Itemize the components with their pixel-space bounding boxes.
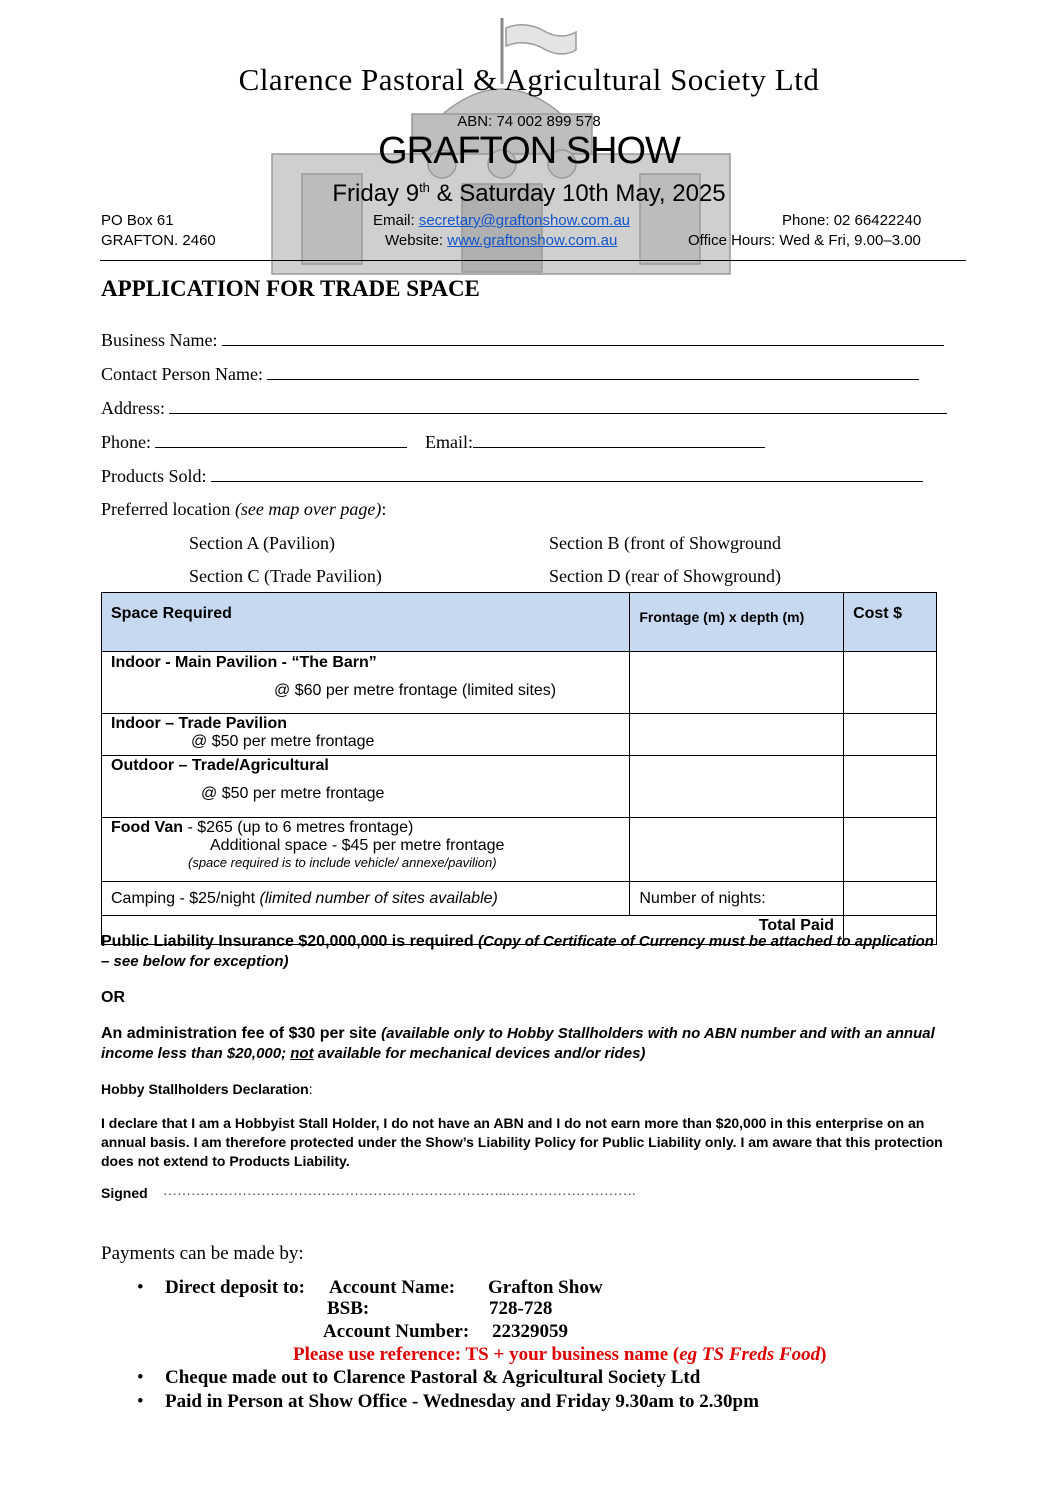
preferred-location (101, 499, 386, 520)
outdoor-cost-input[interactable] (844, 756, 937, 818)
outdoor-cell (102, 756, 630, 818)
trade-rate: @ $50 per metre frontage (191, 733, 375, 750)
office-hours: Office Hours: Wed & Fri, 9.00–3.00 (688, 232, 921, 249)
admin-fee-not: not (290, 1045, 314, 1062)
abn: ABN: 74 002 899 578 (457, 113, 601, 130)
admin-fee-italic-2: available for mechanical devices and/or rides) (313, 1045, 646, 1062)
barn-title: Indoor - Main Pavilion - “The Barn” (111, 654, 377, 671)
account-name-label: Account Name: (329, 1277, 456, 1298)
admin-fee (101, 1024, 961, 1064)
address-label: Address: (101, 398, 165, 418)
table-header-row (102, 593, 937, 652)
products-field (101, 466, 923, 487)
contact-person-field (101, 364, 919, 385)
account-name-value: Grafton Show (488, 1277, 603, 1298)
insurance-bold: Public Liability Insurance $20,000,000 is required (101, 933, 479, 950)
business-name-input[interactable] (222, 331, 944, 346)
phone-input[interactable] (155, 433, 407, 448)
bullet: • (137, 1391, 144, 1412)
payment-reference (293, 1344, 827, 1366)
header-divider (100, 260, 966, 261)
insurance-requirement (101, 932, 941, 972)
business-name-field (101, 330, 944, 351)
cost-header: Cost $ (844, 593, 937, 652)
email-label: Email: (373, 212, 419, 229)
phone-number: Phone: 02 66422240 (782, 212, 922, 229)
trade-frontage-input[interactable] (630, 714, 844, 756)
bsb-value: 728-728 (489, 1298, 553, 1319)
account-number-label: Account Number: (323, 1321, 470, 1342)
email-line (373, 212, 630, 229)
barn-frontage-input[interactable] (630, 652, 844, 714)
email-link[interactable]: secretary@graftonshow.com.au (418, 212, 631, 229)
website-link[interactable]: www.graftonshow.com.au (447, 232, 618, 249)
show-title: GRAFTON SHOW (378, 130, 680, 172)
or-divider: OR (101, 989, 125, 1006)
signed-label: Signed (101, 1185, 148, 1201)
barn-cell (102, 652, 630, 714)
form-title: APPLICATION FOR TRADE SPACE (101, 276, 480, 301)
declaration-heading (101, 1080, 313, 1099)
direct-deposit-label: Direct deposit to: (165, 1277, 306, 1298)
reference-close: ) (820, 1344, 827, 1365)
food-van-line (111, 818, 620, 837)
show-dates (0, 180, 1058, 208)
total-paid-label: Total Paid (102, 916, 844, 945)
reference-example: eg TS Freds Food (679, 1344, 821, 1365)
dates-start: Friday 9 (332, 180, 420, 207)
society-name: Clarence Pastoral & Agricultural Society Ltd (238, 62, 820, 97)
website-label: Website: (385, 232, 448, 249)
space-required-table (101, 592, 937, 945)
food-frontage-input[interactable] (630, 818, 844, 882)
table-row (102, 756, 937, 818)
frontage-header: Frontage (m) x depth (m) (630, 593, 844, 652)
table-row (102, 818, 937, 882)
website-line (385, 232, 617, 249)
section-a-option[interactable]: Section A (Pavilion) (189, 533, 335, 553)
town: GRAFTON. 2460 (101, 232, 216, 249)
admin-fee-bold: An administration fee of $30 per site (101, 1025, 382, 1042)
food-cost-input[interactable] (844, 818, 937, 882)
barn-cost-input[interactable] (844, 652, 937, 714)
camping-cell (102, 882, 630, 916)
preferred-location-colon: : (381, 499, 387, 519)
products-input[interactable] (211, 467, 923, 482)
space-required-header: Space Required (102, 593, 630, 652)
outdoor-title: Outdoor – Trade/Agricultural (111, 757, 329, 774)
contact-person-label: Contact Person Name: (101, 364, 263, 384)
email-field-label: Email: (425, 432, 473, 452)
address-field (101, 398, 947, 419)
email-input[interactable] (473, 433, 765, 448)
bullet: • (137, 1277, 144, 1298)
food-van-additional: Additional space - $45 per metre frontage (210, 837, 505, 854)
bsb-label: BSB: (327, 1298, 370, 1319)
trade-cost-input[interactable] (844, 714, 937, 756)
dates-end: & Saturday 10th May, 2025 (429, 180, 726, 207)
admin-fee-italic-1: (available only to Hobby Stallholders with no ABN number and with an annual income less than $20,000; (101, 1025, 935, 1062)
trade-cell (102, 714, 630, 756)
phone-field (101, 432, 407, 453)
reference-text: Please use reference: TS + your business name ( (293, 1344, 680, 1365)
contact-person-input[interactable] (267, 365, 919, 380)
cheque-method: Cheque made out to Clarence Pastoral & Agricultural Society Ltd (165, 1367, 701, 1388)
preferred-location-note: (see map over page) (234, 499, 382, 519)
food-van-rate: - $265 (up to 6 metres frontage) (183, 819, 414, 836)
camping-label: Camping - $25/night (111, 890, 260, 907)
declaration-text: I declare that I am a Hobbyist Stall Holder, I do not have an ABN and I do not earn more than $20,000 in this enterprise on an annual basis. I am therefore protected under the Show’s Liability Policy for Public Liability only. I am aware that this protection does not extend to Products Liability. (101, 1115, 943, 1169)
section-c-option[interactable]: Section C (Trade Pavilion) (189, 566, 382, 586)
bullet: • (137, 1367, 144, 1388)
food-van-title: Food Van (111, 819, 183, 836)
in-person-method: Paid in Person at Show Office - Wednesday and Friday 9.30am to 2.30pm (165, 1391, 759, 1412)
dates-superscript: th (419, 180, 430, 195)
signature-line[interactable]: ………………………………………………………………..………………………. (163, 1184, 636, 1199)
phone-label: Phone: (101, 432, 152, 452)
preferred-location-label: Preferred location (101, 499, 235, 519)
camping-note: (limited number of sites available) (259, 890, 498, 907)
section-b-option[interactable]: Section B (front of Showground (549, 533, 781, 553)
payments-intro: Payments can be made by: (101, 1243, 304, 1264)
nights-label[interactable]: Number of nights: (630, 882, 844, 916)
business-name-label: Business Name: (101, 330, 218, 350)
declaration-heading-colon: : (308, 1081, 313, 1097)
outdoor-frontage-input[interactable] (630, 756, 844, 818)
trade-title: Indoor – Trade Pavilion (111, 715, 288, 732)
section-d-option[interactable]: Section D (rear of Showground) (549, 566, 781, 586)
barn-rate: @ $60 per metre frontage (limited sites) (274, 682, 557, 699)
email-field (425, 432, 765, 453)
table-row (102, 882, 937, 916)
food-van-note: (space required is to include vehicle/ annexe/pavilion) (188, 855, 497, 870)
camping-cost-input[interactable] (844, 882, 937, 916)
outdoor-rate: @ $50 per metre frontage (201, 785, 385, 802)
food-van-cell (102, 818, 630, 882)
account-number-value: 22329059 (492, 1321, 568, 1342)
address-input[interactable] (169, 399, 947, 414)
po-box: PO Box 61 (101, 212, 174, 229)
products-label: Products Sold: (101, 466, 207, 486)
declaration-heading-text: Hobby Stallholders Declaration (101, 1081, 309, 1097)
table-row (102, 652, 937, 714)
table-row (102, 714, 937, 756)
insurance-italic: (Copy of Certificate of Currency must be attached to application – see below for exception) (101, 933, 934, 970)
